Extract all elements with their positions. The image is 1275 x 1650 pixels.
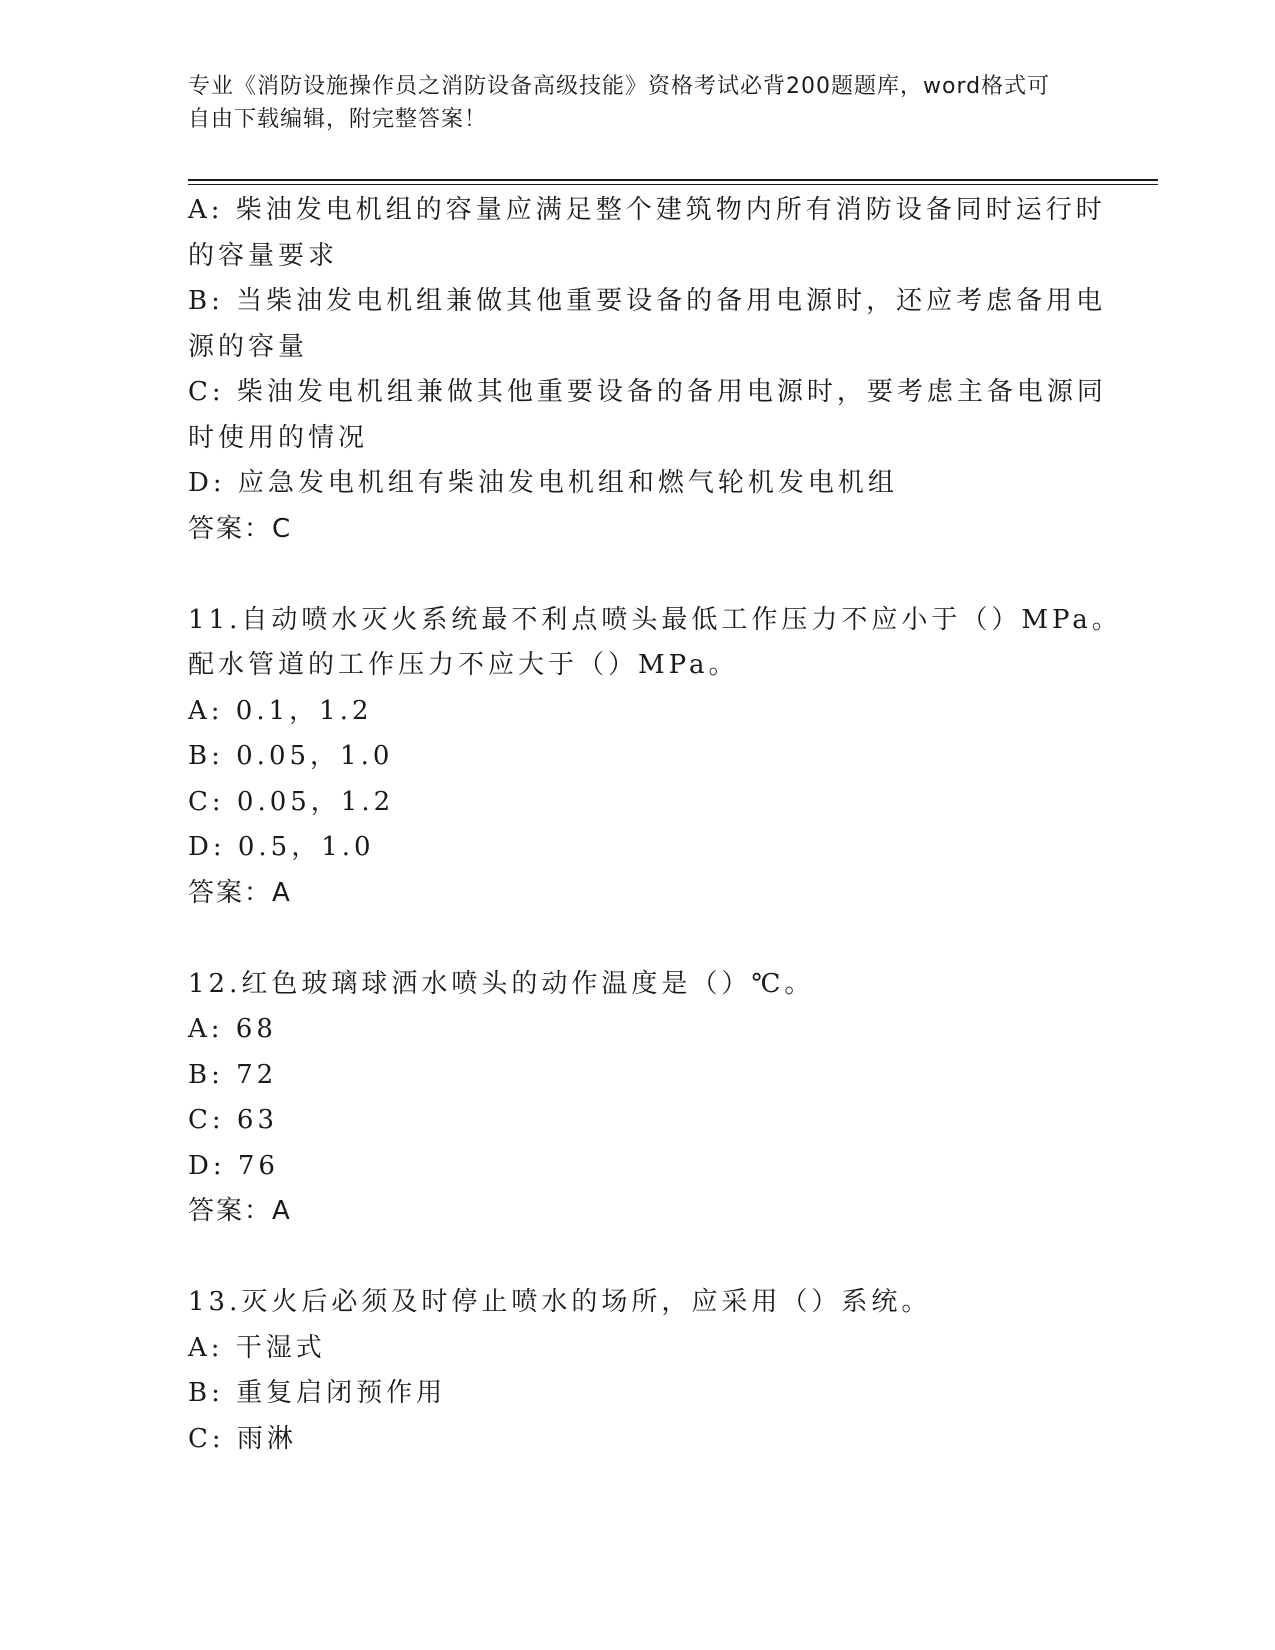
header-divider-thick <box>188 179 1158 181</box>
question-12-option-d: D: 76 <box>188 1150 279 1181</box>
question-list <box>188 188 1122 1462</box>
question-11-stem-line2: 配水管道的工作压力不应大于（）MPa。 <box>188 650 739 680</box>
option-c-line2: 时使用的情况 <box>188 422 369 453</box>
question-13-option-b: B: 重复启闭预作用 <box>188 1378 447 1408</box>
question-12-stem: 12.红色玻璃球洒水喷头的动作温度是（）℃。 <box>188 968 815 999</box>
answer-label: 答案：C <box>188 513 293 544</box>
spacer <box>188 552 1088 598</box>
option-b-line2: 源的容量 <box>188 331 309 362</box>
question-11-option-c: C: 0.05，1.2 <box>188 786 395 817</box>
document-intro: 专业《消防设施操作员之消防设备高级技能》资格考试必背200题题库，word格式可自由下载编辑，附完整答案！ <box>188 74 1051 132</box>
option-a-line2: 的容量要求 <box>188 240 339 271</box>
question-12-option-b: B: 72 <box>188 1059 278 1090</box>
question-11-option-d: D: 0.5，1.0 <box>188 832 375 862</box>
question-block-prev <box>188 188 1107 552</box>
option-b-line1: B: 当柴油发电机组兼做其他重要设备的备用电源时，还应考虑备用电 <box>188 286 1107 316</box>
question-12-answer: 答案：A <box>188 1196 292 1226</box>
question-11-option-b: B: 0.05，1.0 <box>188 741 394 771</box>
question-block-11 <box>188 598 1122 917</box>
question-13-option-a: A: 干湿式 <box>188 1332 326 1363</box>
question-12-option-a: A: 68 <box>188 1014 277 1044</box>
question-13-option-c: C: 雨淋 <box>188 1423 297 1454</box>
spacer <box>188 1235 1088 1281</box>
option-c-line1: C: 柴油发电机组兼做其他重要设备的备用电源时，要考虑主备电源同 <box>188 377 1107 407</box>
question-12-option-c: C: 63 <box>188 1105 279 1135</box>
spacer <box>188 916 1088 962</box>
question-block-13 <box>188 1280 1088 1462</box>
option-d-line1: D: 应急发电机组有柴油发电机组和燃气轮机发电机组 <box>188 468 898 498</box>
header-divider-thin <box>188 184 1158 185</box>
question-11-answer: 答案：A <box>188 877 292 908</box>
question-11-stem-line1: 11.自动喷水灭火系统最不利点喷头最低工作压力不应小于（）MPa。 <box>188 604 1122 635</box>
option-a-line1: A: 柴油发电机组的容量应满足整个建筑物内所有消防设备同时运行时 <box>188 195 1106 225</box>
question-13-stem: 13.灭火后必须及时停止喷水的场所，应采用（）系统。 <box>188 1287 932 1317</box>
question-11-option-a: A: 0.1，1.2 <box>188 695 373 726</box>
question-block-12 <box>188 962 1088 1235</box>
